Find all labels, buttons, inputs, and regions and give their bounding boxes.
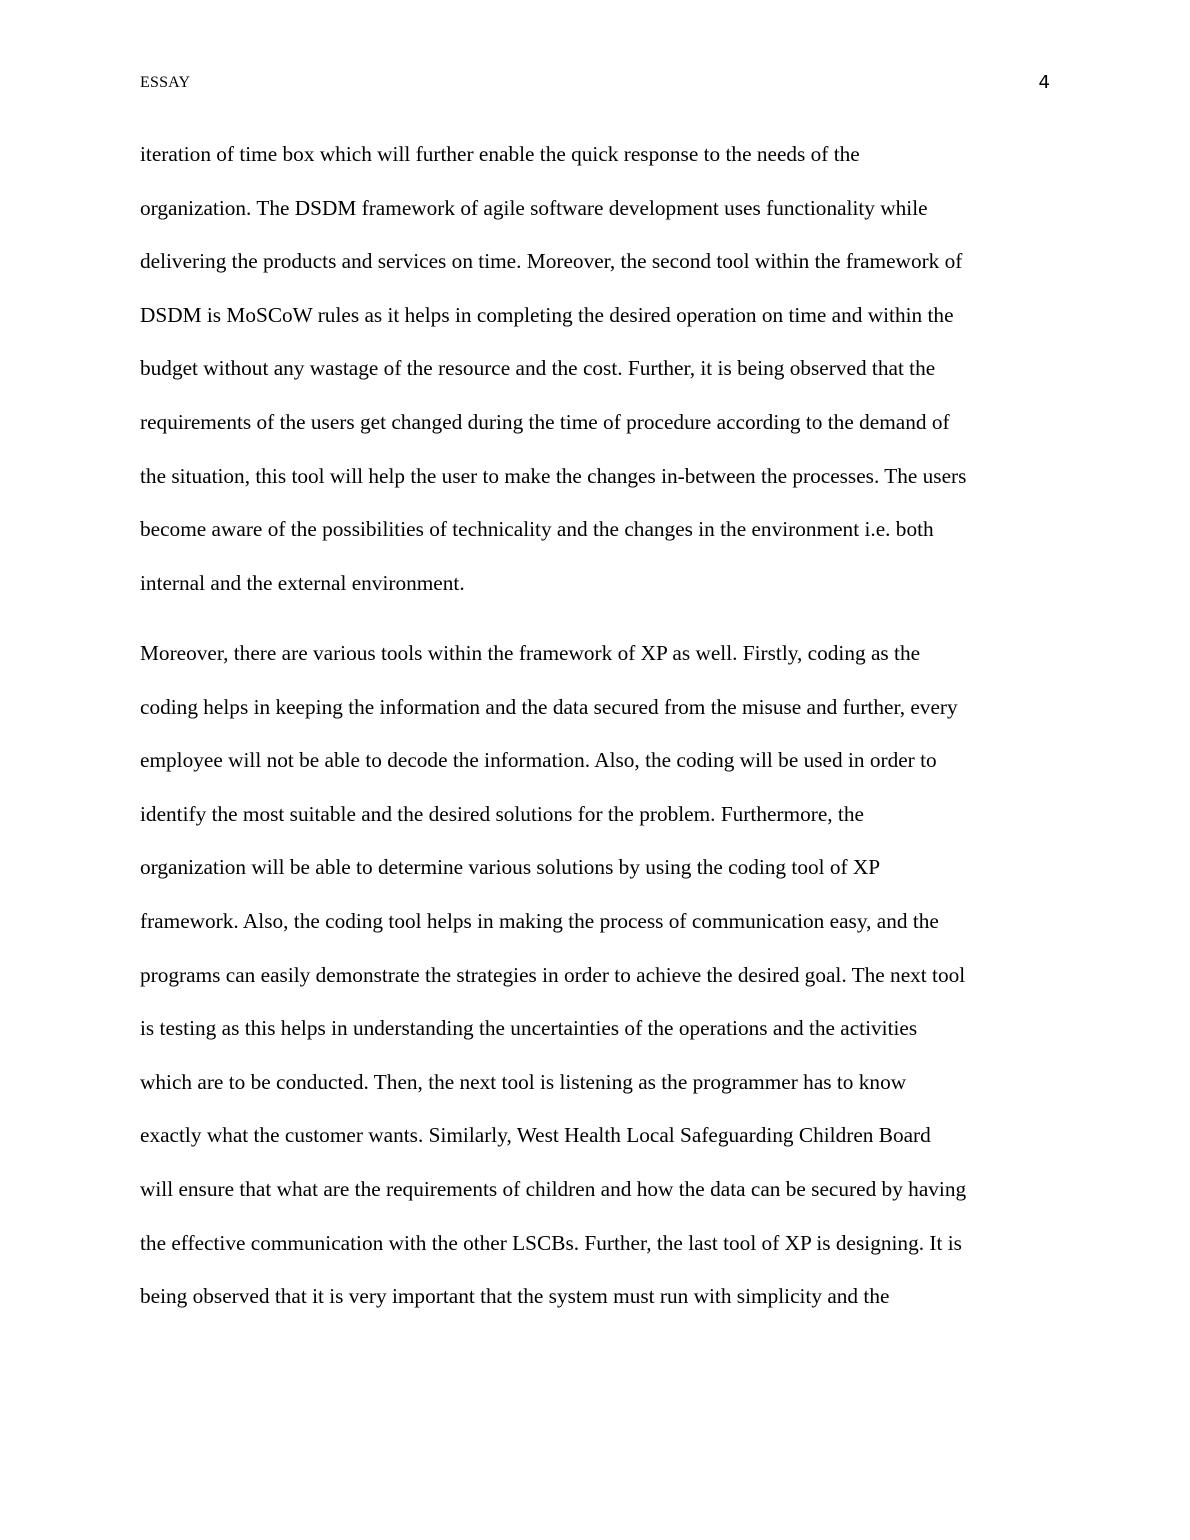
text-line: budget without any wastage of the resource and the cost. Further, it is being observed that the — [140, 356, 936, 381]
text-line: become aware of the possibilities of technicality and the changes in the environment i.e. both — [140, 517, 934, 542]
text-line: the effective communication with the other LSCBs. Further, the last tool of XP is designing. It is — [140, 1230, 962, 1255]
text-line: framework. Also, the coding tool helps in making the process of communication easy, and the — [140, 908, 939, 933]
running-head: ESSAY — [140, 74, 191, 91]
text-line: organization will be able to determine various solutions by using the coding tool of XP — [140, 855, 881, 880]
text-line: iteration of time box which will further enable the quick response to the needs of the — [140, 142, 860, 166]
text-line: the situation, this tool will help the user to make the changes in-between the processes. The users — [140, 463, 967, 488]
text-line: programs can easily demonstrate the strategies in order to achieve the desired goal. The next tool — [140, 962, 966, 987]
text-line: delivering the products and services on time. Moreover, the second tool within the framework of — [140, 249, 963, 274]
text-line: requirements of the users get changed during the time of procedure according to the demand of — [140, 409, 950, 434]
text-line: being observed that it is very important that the system must run with simplicity and the — [140, 1284, 890, 1309]
paragraph-1 — [140, 137, 1055, 619]
text-line: employee will not be able to decode the information. Also, the coding will be used in order to — [140, 748, 937, 773]
text-line: will ensure that what are the requirements of children and how the data can be secured by having — [140, 1176, 967, 1201]
paragraph-2 — [140, 636, 1055, 1333]
text-line: exactly what the customer wants. Similarly, West Health Local Safeguarding Children Board — [140, 1123, 931, 1148]
text-line: DSDM is MoSCoW rules as it helps in completing the desired operation on time and within the — [140, 302, 954, 327]
text-line: coding helps in keeping the information and the data secured from the misuse and further, every — [140, 694, 958, 719]
text-line: internal and the external environment. — [140, 570, 465, 595]
text-line: organization. The DSDM framework of agile software development uses functionality while — [140, 195, 928, 220]
text-line: Moreover, there are various tools within the framework of XP as well. Firstly, coding as the — [140, 641, 921, 665]
text-line: which are to be conducted. Then, the next tool is listening as the programmer has to know — [140, 1069, 907, 1094]
text-line: is testing as this helps in understanding the uncertainties of the operations and the activities — [140, 1016, 918, 1041]
page-number: 4 — [1038, 72, 1050, 93]
text-line: identify the most suitable and the desired solutions for the problem. Furthermore, the — [140, 801, 864, 826]
